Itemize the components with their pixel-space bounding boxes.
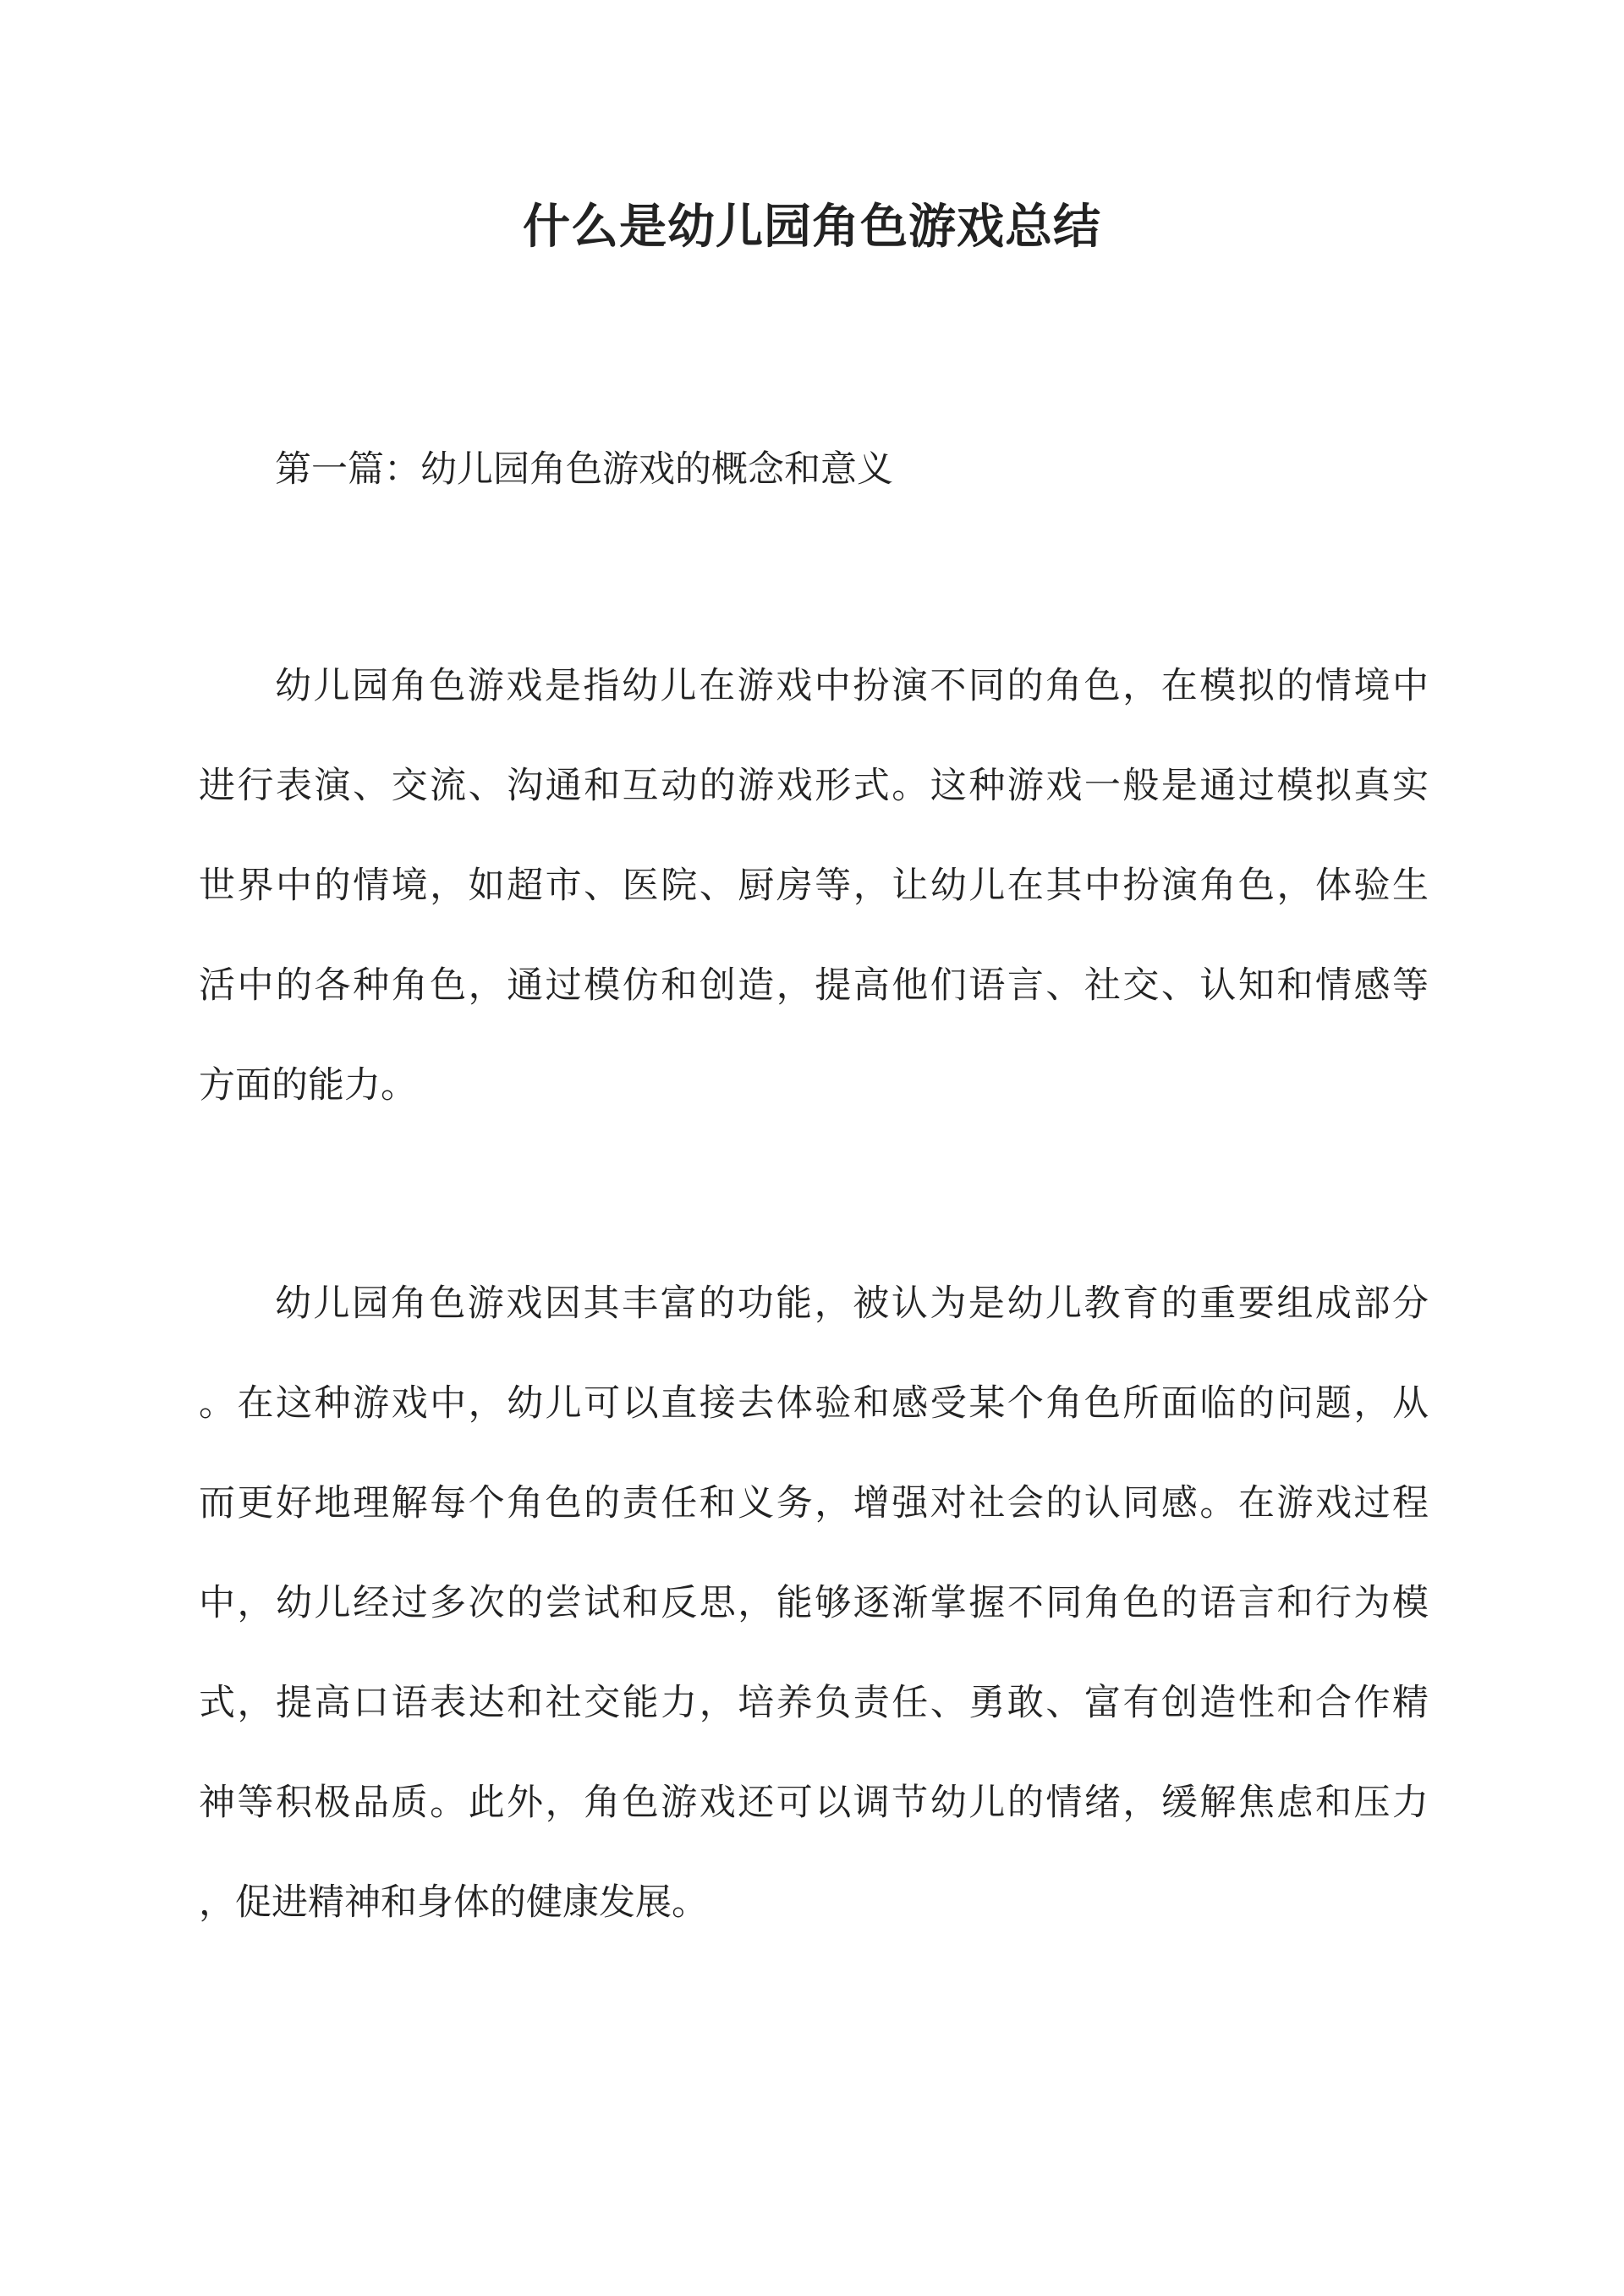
paragraph-line: 活中的各种角色，通过模仿和创造，提高他们语言、社交、认知和情感等 (199, 964, 1429, 1007)
paragraph-1 (199, 636, 1429, 1135)
paragraph-line: 进行表演、交流、沟通和互动的游戏形式。这种游戏一般是通过模拟真实 (199, 765, 1429, 807)
paragraph-line: 。在这种游戏中，幼儿可以直接去体验和感受某个角色所面临的问题，从 (199, 1382, 1429, 1425)
paragraph-2 (199, 1254, 1429, 1953)
paragraph-line: 中，幼儿经过多次的尝试和反思，能够逐渐掌握不同角色的语言和行为模 (199, 1582, 1429, 1624)
paragraph-line: 式，提高口语表达和社交能力，培养负责任、勇敢、富有创造性和合作精 (199, 1682, 1429, 1724)
paragraph-line: ，促进精神和身体的健康发展。 (199, 1881, 708, 1924)
paragraph-line: 幼儿园角色游戏因其丰富的功能，被认为是幼儿教育的重要组成部分 (275, 1283, 1429, 1325)
paragraph-line: 世界中的情境，如超市、医院、厨房等，让幼儿在其中扮演角色，体验生 (199, 865, 1429, 907)
paragraph-line: 方面的能力。 (199, 1064, 417, 1107)
document-title: 什么是幼儿园角色游戏总结 (523, 199, 1101, 255)
section-heading: 第一篇：幼儿园角色游戏的概念和意义 (275, 448, 893, 491)
paragraph-line: 而更好地理解每个角色的责任和义务，增强对社会的认同感。在游戏过程 (199, 1482, 1429, 1524)
paragraph-line: 幼儿园角色游戏是指幼儿在游戏中扮演不同的角色，在模拟的情境中 (275, 665, 1429, 707)
paragraph-line: 神等积极品质。此外，角色游戏还可以调节幼儿的情绪，缓解焦虑和压力 (199, 1782, 1429, 1824)
